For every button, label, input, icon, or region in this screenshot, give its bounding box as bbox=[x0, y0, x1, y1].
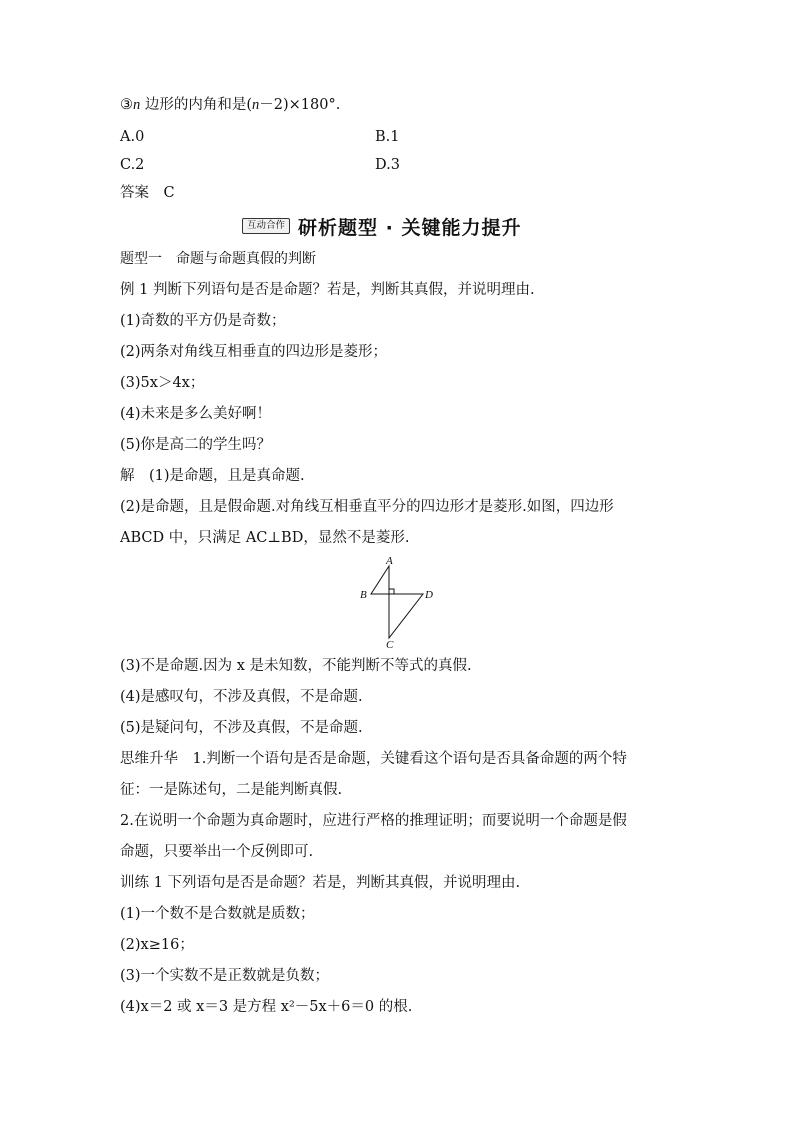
thinking-2-a: 2.在说明一个命题为真命题时，应进行严格的推理证明；而要说明一个命题是假 bbox=[120, 813, 627, 829]
vertex-label-b: B bbox=[360, 589, 367, 601]
section-heading bbox=[242, 212, 521, 240]
solution-5: (5)是疑问句，不涉及真假，不是命题. bbox=[120, 720, 363, 736]
option-c: C.2 bbox=[120, 157, 145, 173]
solution-1: 解 (1)是命题，且是真命题. bbox=[120, 468, 305, 484]
section-tag: 互动合作 bbox=[242, 218, 290, 234]
var-n-2: n bbox=[252, 97, 260, 113]
solution-3: (3)不是命题.因为 x 是未知数，不能判断不等式的真假. bbox=[120, 658, 472, 674]
vertex-label-d: D bbox=[425, 589, 433, 601]
answer-line: 答案 C bbox=[120, 185, 175, 201]
quadrilateral-outline bbox=[371, 566, 423, 638]
thinking-1-b: 征：一是陈述句，二是能判断真假. bbox=[120, 782, 343, 798]
example-1-item-1: (1)奇数的平方仍是奇数； bbox=[120, 313, 286, 329]
training-1-item-2: (2)x≥16； bbox=[120, 937, 194, 953]
solution-2-a: (2)是命题，且是假命题.对角线互相垂直平分的四边形才是菱形.如图，四边形 bbox=[120, 499, 614, 515]
item-3-marker: ③ bbox=[120, 97, 133, 113]
vertex-label-a: A bbox=[386, 556, 393, 567]
training-1-item-1: (1)一个数不是合数就是质数； bbox=[120, 906, 315, 922]
item-3-text-b: －2)×180°. bbox=[259, 97, 341, 113]
vertex-label-c: C bbox=[386, 639, 394, 648]
right-angle-mark bbox=[389, 589, 394, 594]
type-1-label: 题型一 命题与命题真假的判断 bbox=[120, 251, 316, 267]
section-title: 研析题型 · 关键能力提升 bbox=[298, 216, 522, 239]
thinking-2-b: 命题，只要举出一个反例即可. bbox=[120, 844, 314, 860]
option-a: A.0 bbox=[120, 129, 145, 145]
training-1-item-4: (4)x＝2 或 x＝3 是方程 x²－5x＋6＝0 的根. bbox=[120, 999, 413, 1015]
example-1-item-2: (2)两条对角线互相垂直的四边形是菱形； bbox=[120, 344, 388, 360]
example-1-item-5: (5)你是高二的学生吗？ bbox=[120, 437, 272, 453]
var-n: n bbox=[133, 97, 141, 113]
training-1-prompt: 训练 1 下列语句是否是命题？若是，判断其真假，并说明理由. bbox=[120, 875, 521, 891]
option-d: D.3 bbox=[375, 157, 400, 173]
example-1-item-3: (3)5x＞4x； bbox=[120, 375, 205, 391]
quadrilateral-diagram bbox=[356, 556, 438, 648]
solution-4: (4)是感叹句，不涉及真假，不是命题. bbox=[120, 689, 363, 705]
solution-2-b: ABCD 中，只满足 AC⊥BD，显然不是菱形. bbox=[120, 530, 410, 546]
example-1-prompt: 例 1 判断下列语句是否是命题？若是，判断其真假，并说明理由. bbox=[120, 282, 535, 298]
thinking-1-a: 思维升华 1.判断一个语句是否是命题，关键看这个语句是否具备命题的两个特 bbox=[120, 751, 627, 767]
example-1-item-4: (4)未来是多么美好啊！ bbox=[120, 406, 272, 422]
training-1-item-3: (3)一个实数不是正数就是负数； bbox=[120, 968, 330, 984]
item-3-text-a: 边形的内角和是( bbox=[140, 97, 253, 113]
option-b: B.1 bbox=[375, 129, 400, 145]
item-3-line bbox=[120, 95, 340, 115]
